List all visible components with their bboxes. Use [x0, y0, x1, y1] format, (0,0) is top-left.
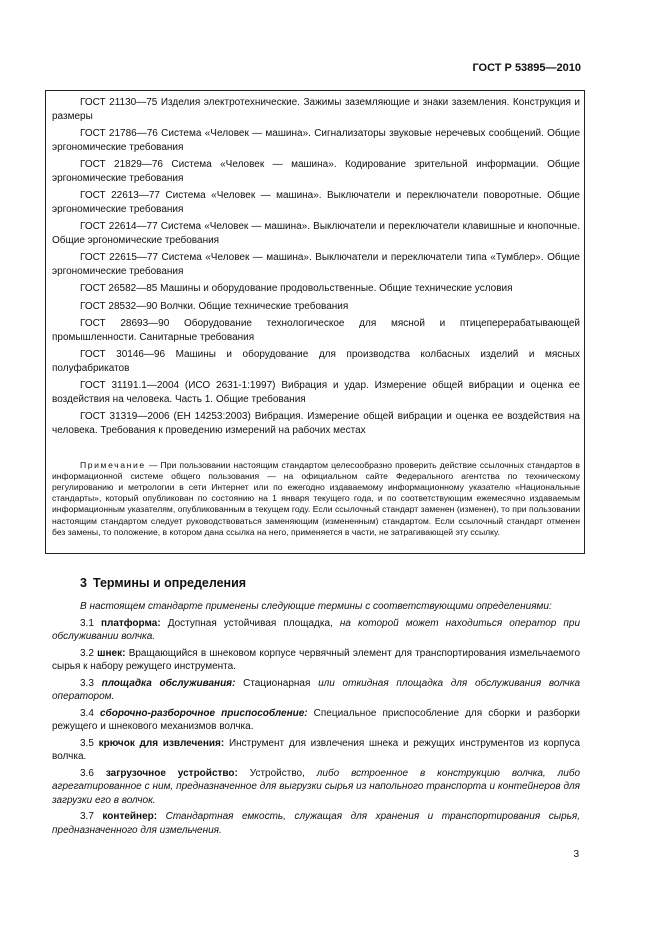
term-definition: Специальное приспособление для сборки и разборки режущего и шнекового механизмов волчка. — [52, 707, 580, 732]
term-name: контейнер: — [102, 811, 158, 822]
reference-item: ГОСТ 31319—2006 (ЕН 14253:2003) Вибрация. Измерение общей вибрации и оценка ее воздействия на человека. Требования к проведению измерений на рабочих местах — [52, 411, 580, 436]
section-intro: В настоящем стандарте применены следующие термины с соответствующими определениями: — [80, 601, 552, 612]
term-number: 3.3 — [80, 677, 94, 689]
term-number: 3.6 — [80, 767, 94, 779]
reference-item: ГОСТ 28693—90 Оборудование технологическое для мясной и птицеперерабатывающей промышленности. Санитарные требования — [52, 318, 580, 343]
reference-item: ГОСТ 28532—90 Волчки. Общие технические требования — [80, 300, 349, 312]
term-number: 3.4 — [80, 707, 94, 719]
section-title: Термины и определения — [92, 576, 247, 590]
references-note — [52, 460, 580, 538]
normative-references-list — [52, 96, 580, 441]
section-heading — [80, 576, 252, 590]
term-definition: Инструмент для извлечения шнека и режущих инструментов из корпуса волчка. — [52, 737, 581, 762]
term-definition-italic: или откидная площадка для обслуживания волчка оператором. — [52, 677, 581, 702]
term-number: 3.2 — [80, 647, 94, 659]
term-entry — [52, 647, 580, 674]
term-definition: Устройство, — [249, 767, 305, 779]
reference-item: ГОСТ 21130—75 Изделия электротехнические. Зажимы заземляющие и знаки заземления. Конструкция и размеры — [52, 97, 580, 122]
reference-item: ГОСТ 21786—76 Система «Человек — машина». Сигнализаторы звуковые неречевых сообщений. Общие эргономические требования — [52, 128, 580, 153]
term-entry — [52, 617, 580, 644]
term-entry — [52, 737, 580, 764]
reference-item: ГОСТ 26582—85 Машины и оборудование продовольственные. Общие технические условия — [80, 283, 513, 294]
term-definition: Вращающийся в шнековом корпусе червячный элемент для транспортирования измельчаемого сырья к набору режущего инструмента. — [52, 647, 581, 672]
reference-item: ГОСТ 22615—77 Система «Человек — машина». Выключатели и переключатели типа «Тумблер». Общие эргономические требования — [52, 252, 580, 277]
reference-item: ГОСТ 30146—96 Машины и оборудование для производства колбасных изделий и мясных полуфабрикатов — [52, 349, 580, 374]
term-definition-italic: Стандартная емкость, служащая для хранения и транспортирования сырья, предназначенного для измельчения. — [52, 811, 581, 836]
term-number: 3.1 — [80, 617, 94, 629]
reference-item: ГОСТ 22613—77 Система «Человек — машина». Выключатели и переключатели поворотные. Общие эргономические требования — [52, 190, 580, 215]
term-definition: Доступная устойчивая площадка, — [167, 617, 333, 629]
term-name: шнек: — [97, 647, 126, 659]
note-label: Примечание — [80, 459, 146, 470]
reference-item: ГОСТ 31191.1—2004 (ИСО 2631-1:1997) Вибрация и удар. Измерение общей вибрации и оценка ее воздействия на человека. Часть 1. Общие требования — [52, 380, 580, 405]
term-name: площадка обслуживания: — [101, 677, 236, 689]
reference-item: ГОСТ 21829—76 Система «Человек — машина». Кодирование зрительной информации. Общие эргономические требования — [52, 159, 580, 184]
term-name: крючок для извлечения: — [98, 737, 225, 749]
terms-list — [52, 600, 580, 840]
term-definition: Стационарная — [243, 677, 311, 689]
term-name: платформа: — [100, 617, 161, 629]
term-definition-italic: либо встроенное в конструкцию волчка, либо агрегатированное с ним, предназначенное для выгрузки сырья из напольного транспорта и контейнеров для загрузки его в волчок. — [52, 767, 581, 806]
reference-item: ГОСТ 22614—77 Система «Человек — машина». Выключатели и переключатели клавишные и кнопочные. Общие эргономические требования — [52, 221, 580, 246]
term-number: 3.5 — [80, 737, 94, 749]
term-entry — [52, 767, 580, 808]
term-entry — [52, 677, 580, 704]
section-number: 3 — [80, 576, 87, 590]
term-name: сборочно-разборочное приспособление: — [99, 707, 308, 719]
term-name: загрузочное устройство: — [105, 767, 238, 779]
note-text: — При пользовании настоящим стандартом целесообразно проверить действие ссылочных стандартов в информационной системе общего пользования — на официальном сайте Федерального агентства по техническому регулированию и метрологии в сети Интернет или по ежегодно издаваемому информационному указателю «Национальные стандарты», который опубликован по состоянию на 1 января текущего года, и по соответствующим ежемесячно издаваемым информационным указателям, опубликованным в текущем году. Если ссылочный стандарт заменен (изменен), то при пользовании настоящим стандартом следует руководствоваться заменяющим (измененным) стандартом. Если ссылочный стандарт отменен без замены, то положение, в котором дана ссылка на него, применяется в части, не затрагивающей эту ссылку. — [52, 459, 580, 537]
term-entry — [52, 810, 580, 837]
document-id-header: ГОСТ Р 53895—2010 — [472, 62, 581, 74]
term-entry — [52, 707, 580, 734]
term-definition-italic: на которой может находиться оператор при обслуживании волчка. — [52, 617, 580, 642]
term-number: 3.7 — [80, 811, 94, 822]
page-number: 3 — [573, 849, 579, 860]
